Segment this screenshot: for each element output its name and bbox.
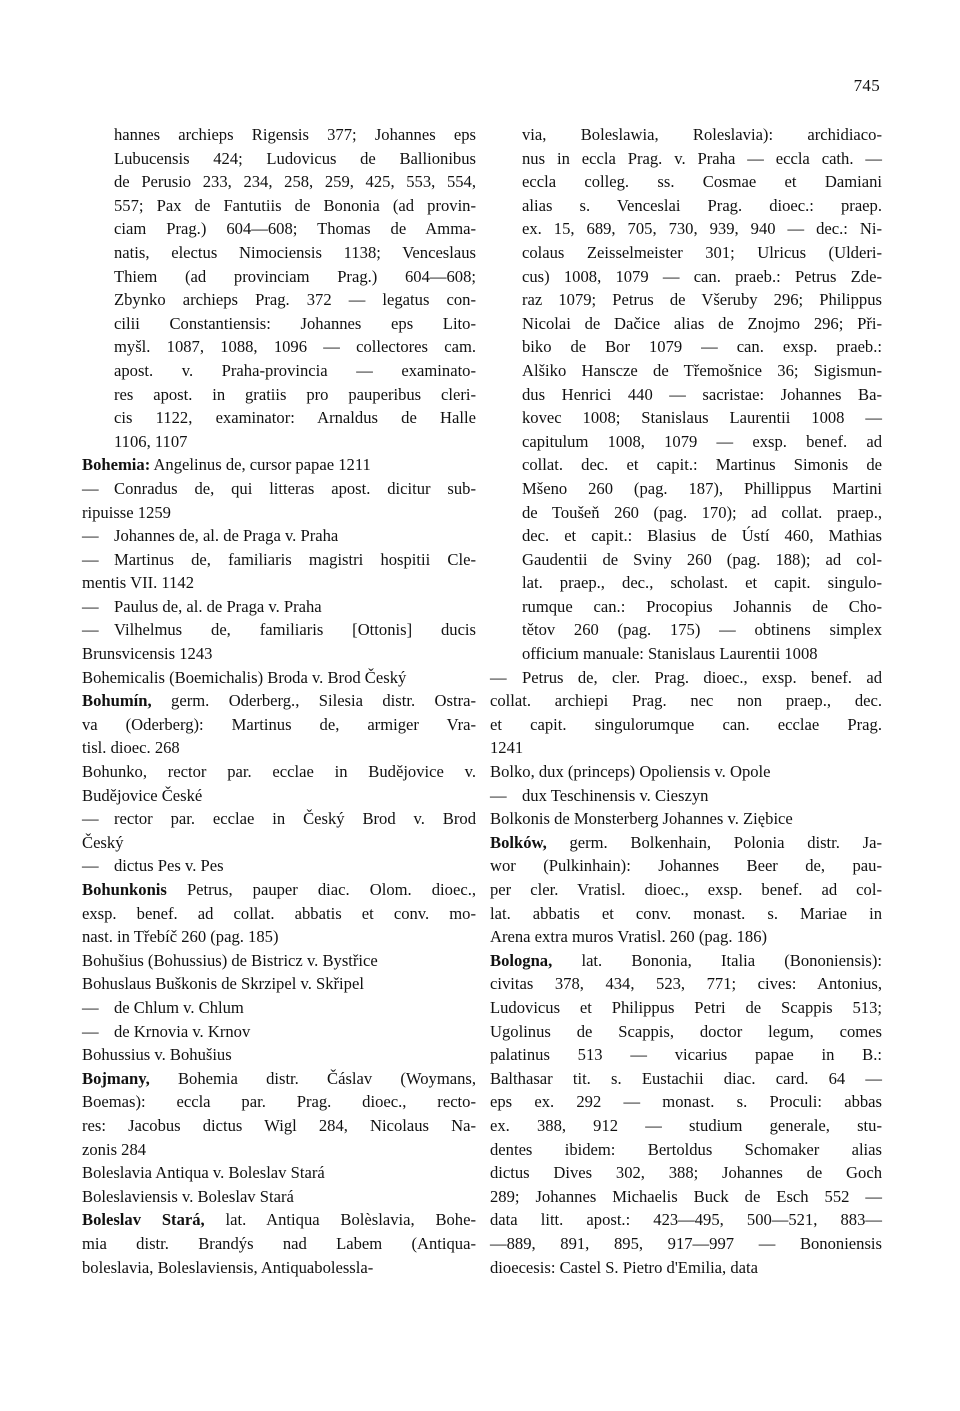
entry-line: [114, 147, 476, 171]
line-text: Ludovicus et Philippus Petri de Scappis 513;: [490, 997, 882, 1017]
line-text: lat. Bononia, Italia (Bononiensis):: [581, 950, 882, 970]
line-text: de Chlum v. Chlum: [114, 997, 244, 1017]
line-text: Bohuslaus Buškonis de Skrzipel v. Skřipel: [82, 974, 364, 994]
index-entry: [490, 807, 882, 831]
line-text: 1241: [490, 738, 524, 758]
line-text: dux Teschinensis v. Cieszyn: [522, 785, 709, 805]
entry-line: [82, 571, 476, 595]
entry-line: [490, 902, 882, 926]
line-text: ciam Prag.) 604—608; Thomas de Amma-: [114, 219, 476, 239]
line-text: nast. in Třebíč 260 (pag. 185): [82, 927, 279, 947]
repeat-dash: —: [82, 596, 99, 616]
line-text: mia distr. Brandýs nad Labem (Antiqua-: [82, 1233, 476, 1253]
line-text: lat. Antiqua Bolèslavia, Bohe-: [225, 1210, 476, 1230]
entry-line: [522, 194, 882, 218]
entry-line: [490, 807, 882, 831]
line-text: Thiem (ad provinciam Prag.) 604—608;: [114, 266, 476, 286]
entry-line: [490, 666, 882, 690]
entry-line: [522, 147, 882, 171]
index-entry: [82, 949, 476, 973]
entry-line: [522, 217, 882, 241]
line-text: palatinus 513 — vicarius papae in B.:: [490, 1045, 882, 1065]
index-entry: [82, 854, 476, 878]
headword: Boleslav Stará,: [82, 1210, 205, 1230]
entry-line: [82, 1067, 476, 1091]
line-text: collat. archiepi Prag. nec non praep., dec.: [490, 691, 882, 711]
entry-line: [114, 265, 476, 289]
entry-line: [114, 406, 476, 430]
entry-line: [522, 170, 882, 194]
index-entry: [82, 477, 476, 524]
index-entry: [82, 1020, 476, 1044]
entry-line: [82, 1043, 476, 1067]
index-entry: [82, 689, 476, 760]
entry-line: [82, 996, 476, 1020]
index-entry: [82, 1067, 476, 1161]
entry-line: [490, 1114, 882, 1138]
entry-line: [82, 1114, 476, 1138]
entry-line: [82, 501, 476, 525]
line-text: zonis 284: [82, 1139, 147, 1159]
line-text: dictus Dives 302, 388; Johannes de Goch: [490, 1163, 882, 1183]
line-text: alias s. Venceslai Prag. dioec.: praep.: [522, 195, 882, 215]
line-text: Bohemicalis (Boemichalis) Broda v. Brod Český: [82, 667, 407, 687]
entry-line: [82, 1185, 476, 1209]
entry-line: [82, 477, 476, 501]
entry-line: [522, 312, 882, 336]
index-entry: [82, 972, 476, 996]
entry-line: [82, 642, 476, 666]
line-text: natis, electus Nimociensis 1138; Venceslaus: [114, 242, 476, 262]
line-text: Brunsvicensis 1243: [82, 644, 213, 664]
line-text: kovec 1008; Stanislaus Laurentii 1008 —: [522, 408, 882, 428]
entry-line: [522, 406, 882, 430]
line-text: germ. Bolkenhain, Polonia distr. Ja-: [569, 832, 882, 852]
entry-line: [522, 524, 882, 548]
line-text: Paulus de, al. de Praga v. Praha: [114, 596, 322, 616]
entry-line: [522, 335, 882, 359]
page-number: 745: [853, 76, 880, 95]
entry-line: [490, 949, 882, 973]
line-text: rector par. ecclae in Český Brod v. Brod: [114, 809, 476, 829]
line-text: Lubucensis 424; Ludovicus de Ballionibus: [114, 148, 476, 168]
entry-line: [522, 501, 882, 525]
line-text: 1106, 1107: [114, 431, 188, 451]
line-text: exsp. benef. ad collat. abbatis et conv. mo-: [82, 903, 476, 923]
line-text: Boleslaviensis v. Boleslav Stará: [82, 1186, 294, 1206]
line-text: Bohunko, rector par. ecclae in Budějovice v.: [82, 762, 476, 782]
headword: Bohunkonis: [82, 880, 167, 899]
headword: Bojmany,: [82, 1068, 150, 1088]
line-text: raz 1079; Petrus de Všeruby 296; Philippus: [522, 290, 882, 310]
entry-line: [82, 949, 476, 973]
line-text: ex. 388, 912 — studium generale, stu-: [490, 1115, 882, 1135]
entry-line: [490, 1090, 882, 1114]
line-text: nus in eccla Prag. v. Praha — eccla cath. —: [522, 148, 882, 168]
entry-line: [114, 312, 476, 336]
entry-line: [114, 194, 476, 218]
line-text: Zbynko archieps Prag. 372 — legatus con-: [114, 290, 476, 310]
entry-line: [82, 1138, 476, 1162]
entry-line: [82, 453, 476, 477]
entry-line: [490, 1067, 882, 1091]
index-entry: [82, 123, 476, 453]
line-text: Bohemia distr. Čáslav (Woymans,: [177, 1068, 476, 1088]
entry-line: [522, 642, 882, 666]
line-text: germ. Oderberg., Silesia distr. Ostra-: [171, 691, 476, 711]
line-text: boleslavia, Boleslaviensis, Antiquabolessla-: [82, 1257, 374, 1277]
line-text: lat. abbatis et conv. monast. s. Mariae in: [490, 903, 882, 923]
entry-line: [522, 477, 882, 501]
entry-line: [490, 1185, 882, 1209]
entry-line: [490, 878, 882, 902]
line-text: Alšiko Hanscze de Třemošnice 36; Sigismun-: [522, 360, 882, 380]
index-entry: [82, 996, 476, 1020]
entry-line: [490, 760, 882, 784]
entry-line: [82, 595, 476, 619]
line-text: res apost. in gratiis pro pauperibus cleri-: [114, 384, 476, 404]
line-text: tětov 260 (pag. 175) — obtinens simplex: [522, 620, 882, 640]
entry-line: [490, 784, 882, 808]
line-text: lat. praep., dec., scholast. et capit. singulo-: [522, 573, 882, 593]
repeat-dash: —: [82, 809, 99, 829]
repeat-dash: —: [82, 549, 99, 569]
entry-line: [490, 1208, 882, 1232]
entry-line: [522, 453, 882, 477]
entry-line: [114, 288, 476, 312]
entry-line: [114, 359, 476, 383]
index-entry: [82, 878, 476, 949]
entry-line: [82, 1256, 476, 1280]
line-text: Bohušius (Bohussius) de Bistricz v. Bystřice: [82, 950, 378, 970]
entry-line: [522, 241, 882, 265]
line-text: cilii Constantiensis: Johannes eps Lito-: [114, 313, 476, 333]
entry-line: [114, 335, 476, 359]
entry-line: [490, 996, 882, 1020]
entry-line: [82, 807, 476, 831]
line-text: civitas 378, 434, 523, 771; cives: Antonius,: [490, 974, 882, 994]
line-text: myšl. 1087, 1088, 1096 — collectores cam.: [114, 337, 476, 357]
repeat-dash: —: [82, 478, 99, 498]
entry-line: [522, 595, 882, 619]
line-text: colaus Zeisselmeister 301; Ulricus (Ulderi-: [522, 242, 882, 262]
line-text: Angelinus de, cursor papae 1211: [153, 455, 371, 475]
entry-line: [82, 1161, 476, 1185]
entry-line: [522, 430, 882, 454]
line-text: mentis VII. 1142: [82, 573, 194, 593]
entry-line: [82, 1090, 476, 1114]
entry-line: [82, 1232, 476, 1256]
entry-line: [82, 524, 476, 548]
entry-line: [82, 902, 476, 926]
entry-line: [82, 713, 476, 737]
index-entry: [490, 123, 882, 666]
line-text: eccla colleg. ss. Cosmae et Damiani: [522, 172, 882, 192]
entry-line: [82, 736, 476, 760]
headword: Bolków,: [490, 832, 547, 852]
line-text: Boleslavia Antiqua v. Boleslav Stará: [82, 1163, 325, 1183]
index-entry: [82, 524, 476, 548]
line-text: cus) 1008, 1079 — can. praeb.: Petrus Zde-: [522, 266, 882, 286]
entry-line: [490, 1043, 882, 1067]
line-text: Balthasar tit. s. Eustachii diac. card. 64 —: [490, 1068, 882, 1088]
line-text: Conradus de, qui litteras apost. dicitur sub-: [114, 478, 476, 498]
line-text: via, Boleslawia, Roleslavia): archidiaco-: [522, 125, 882, 144]
entry-line: [522, 265, 882, 289]
line-text: Vilhelmus de, familiaris [Ottonis] ducis: [114, 620, 476, 640]
entry-line: [490, 1232, 882, 1256]
line-text: dus Henrici 440 — sacristae: Johannes Ba-: [522, 384, 882, 404]
line-text: officium manuale: Stanislaus Laurentii 1008: [522, 644, 818, 664]
line-text: Bohussius v. Bohušius: [82, 1045, 232, 1065]
line-text: apost. v. Praha-provincia — examinato-: [114, 360, 476, 380]
line-text: ex. 15, 689, 705, 730, 939, 940 — dec.: Ni-: [522, 219, 882, 239]
repeat-dash: —: [490, 785, 507, 805]
entry-line: [114, 241, 476, 265]
left-column: [82, 123, 476, 1279]
line-text: Bolkonis de Monsterberg Johannes v. Ziębice: [490, 809, 793, 829]
index-entry: [490, 831, 882, 949]
index-entry: [490, 760, 882, 784]
entry-line: [522, 571, 882, 595]
line-text: collat. dec. et capit.: Martinus Simonis de: [522, 455, 882, 475]
line-text: res: Jacobus dictus Wigl 284, Nicolaus Na-: [82, 1115, 476, 1135]
entry-line: [82, 972, 476, 996]
line-text: Arena extra muros Vratisl. 260 (pag. 186): [490, 927, 768, 947]
line-text: Budějovice České: [82, 785, 203, 805]
line-text: et capit. singulorumque can. ecclae Prag.: [490, 714, 882, 734]
entry-line: [82, 1208, 476, 1232]
entry-line: [490, 736, 882, 760]
line-text: Boemas): eccla par. Prag. dioec., recto-: [82, 1092, 476, 1112]
headword: Bohemia:: [82, 455, 151, 475]
line-text: dictus Pes v. Pes: [114, 856, 224, 876]
headword: Bologna,: [490, 950, 553, 970]
line-text: Martinus de, familiaris magistri hospitii Cle-: [114, 549, 476, 569]
entry-line: [82, 854, 476, 878]
entry-line: [114, 217, 476, 241]
line-text: de Toušeň 260 (pag. 170); ad collat. praep.,: [522, 502, 882, 522]
index-entry: [82, 666, 476, 690]
index-entry: [490, 949, 882, 1279]
entry-line: [490, 1020, 882, 1044]
line-text: rumque can.: Procopius Johannis de Cho-: [522, 596, 882, 616]
entry-line: [82, 548, 476, 572]
line-text: per cler. Vratisl. dioec., exsp. benef. ad col-: [490, 880, 882, 899]
line-text: tisl. dioec. 268: [82, 738, 180, 758]
line-text: cis 1122, examinator: Arnaldus de Halle: [114, 408, 476, 428]
entry-line: [82, 1020, 476, 1044]
entry-line: [82, 689, 476, 713]
line-text: ripuisse 1259: [82, 502, 171, 522]
index-entry: [82, 807, 476, 854]
entry-line: [490, 1138, 882, 1162]
index-entry: [490, 666, 882, 760]
entry-line: [82, 666, 476, 690]
entry-line: [82, 618, 476, 642]
entry-line: [82, 925, 476, 949]
entry-line: [490, 689, 882, 713]
line-text: wor (Pulkinhain): Johannes Beer de, pau-: [490, 856, 882, 876]
index-entry: [82, 618, 476, 665]
entry-line: [114, 170, 476, 194]
line-text: hannes archieps Rigensis 377; Johannes eps: [114, 125, 476, 144]
entry-line: [490, 1256, 882, 1280]
line-text: Petrus, pauper diac. Olom. dioec.,: [186, 880, 476, 899]
index-entry: [82, 1185, 476, 1209]
entry-line: [522, 359, 882, 383]
index-entry: [82, 595, 476, 619]
entry-line: [114, 430, 476, 454]
entry-line: [82, 831, 476, 855]
right-column: [490, 123, 882, 1279]
line-text: Johannes de, al. de Praga v. Praha: [114, 526, 339, 546]
repeat-dash: —: [82, 620, 99, 640]
line-text: Ugolinus de Scappis, doctor legum, comes: [490, 1021, 882, 1041]
entry-line: [522, 548, 882, 572]
line-text: dec. et capit.: Blasius de Ústí 460, Mathias: [522, 526, 882, 546]
entry-line: [114, 123, 476, 147]
line-text: 557; Pax de Fantutiis de Bononia (ad provin-: [114, 195, 476, 215]
repeat-dash: —: [82, 526, 99, 546]
entry-line: [522, 123, 882, 147]
entry-line: [522, 618, 882, 642]
index-entry: [82, 1043, 476, 1067]
index-entry: [82, 1161, 476, 1185]
line-text: eps ex. 292 — monast. s. Proculi: abbas: [490, 1092, 882, 1112]
index-entry: [490, 784, 882, 808]
line-text: 289; Johannes Michaelis Buck de Esch 552 —: [490, 1186, 882, 1206]
line-text: Bolko, dux (princeps) Opoliensis v. Opole: [490, 762, 771, 782]
repeat-dash: —: [82, 856, 99, 876]
repeat-dash: —: [82, 997, 99, 1017]
entry-line: [82, 784, 476, 808]
entry-line: [490, 713, 882, 737]
line-text: Gaudentii de Sviny 260 (pag. 188); ad col-: [522, 549, 882, 569]
line-text: dioecesis: Castel S. Pietro d'Emilia, data: [490, 1257, 758, 1277]
entry-line: [490, 925, 882, 949]
index-entry: [82, 548, 476, 595]
index-entry: [82, 453, 476, 477]
repeat-dash: —: [82, 1021, 99, 1041]
line-text: dentes ibidem: Bertoldus Schomaker alias: [490, 1139, 882, 1159]
entry-line: [82, 878, 476, 902]
line-text: va (Oderberg): Martinus de, armiger Vra-: [82, 714, 476, 734]
entry-line: [522, 288, 882, 312]
entry-line: [490, 831, 882, 855]
index-entry: [82, 760, 476, 807]
line-text: biko de Bor 1079 — can. exsp. praeb.:: [522, 337, 882, 357]
line-text: de Perusio 233, 234, 258, 259, 425, 553, 554,: [114, 172, 476, 192]
entry-line: [114, 383, 476, 407]
line-text: Nicolai de Dačice alias de Znojmo 296; Při-: [522, 313, 882, 333]
line-text: Český: [82, 832, 124, 852]
entry-line: [490, 854, 882, 878]
line-text: de Krnovia v. Krnov: [114, 1021, 251, 1041]
line-text: Petrus de, cler. Prag. dioec., exsp. benef. ad: [522, 667, 882, 687]
entry-line: [522, 383, 882, 407]
line-text: data litt. apost.: 423—495, 500—521, 883—: [490, 1210, 882, 1230]
entry-line: [82, 760, 476, 784]
entry-line: [490, 1161, 882, 1185]
headword: Bohumín,: [82, 691, 152, 711]
repeat-dash: —: [490, 667, 507, 687]
entry-line: [490, 972, 882, 996]
line-text: capitulum 1008, 1079 — exsp. benef. ad: [522, 431, 882, 451]
line-text: Mšeno 260 (pag. 187), Phillippus Martini: [522, 478, 882, 498]
index-entry: [82, 1208, 476, 1279]
line-text: —889, 891, 895, 917—997 — Bononiensis: [490, 1233, 882, 1253]
